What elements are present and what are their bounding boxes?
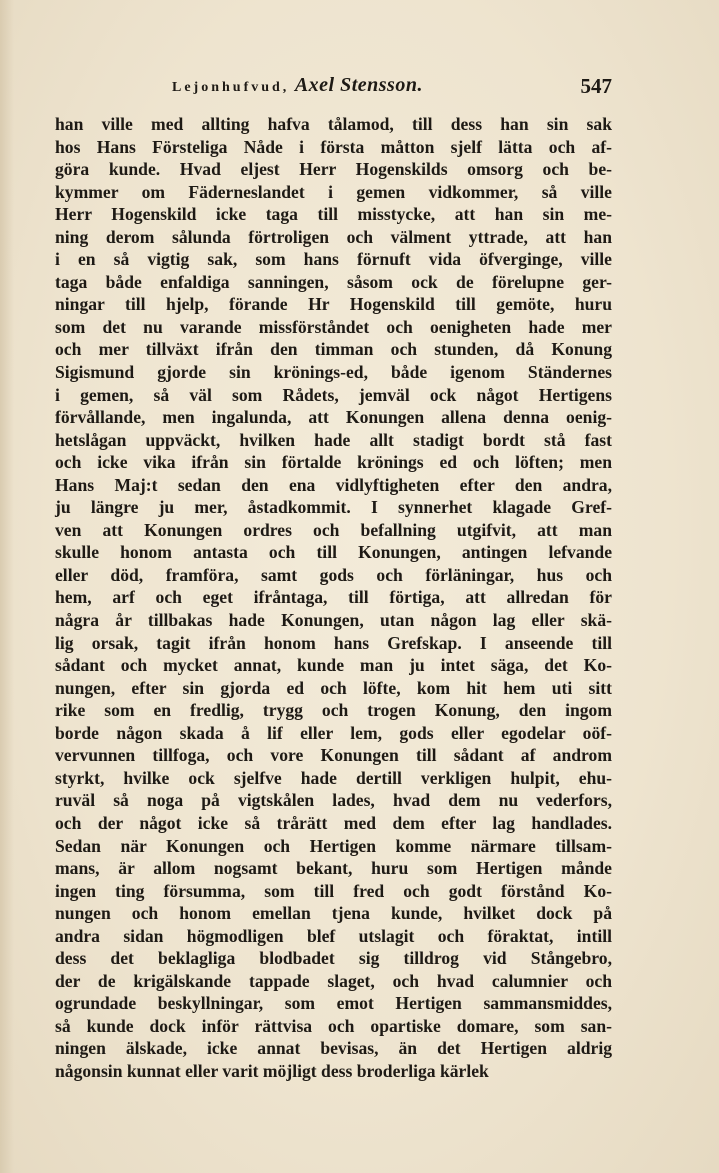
text-line: hem, arf och eget ifråntaga, till förtiga, att allredan för xyxy=(55,587,612,608)
text-line: han ville med allting hafva tålamod, till dess han sin sak xyxy=(55,114,612,134)
text-line: nungen, efter sin gjorda ed och löfte, kom hit hem uti sitt xyxy=(55,677,612,698)
text-line: så kunde dock inför rättvisa och opartiske domare, som san- xyxy=(55,1015,612,1036)
text-line: der de krigälskande tappade slaget, och hvad calumnier och xyxy=(55,970,612,991)
text-line: göra kunde. Hvad eljest Herr Hogenskilds omsorg och be- xyxy=(55,159,612,180)
text-line: förvållande, men ingalunda, att Konungen allena denna oenig- xyxy=(55,407,612,428)
running-header xyxy=(172,74,612,102)
text-line: som det nu varande missförståndet och oenigheten hade mer xyxy=(55,316,612,337)
text-line: i gemen, så väl som Rådets, jemväl ock något Hertigens xyxy=(55,384,612,405)
body-text xyxy=(55,113,612,1083)
text-line: eller död, framföra, samt gods och förläningar, hus och xyxy=(55,564,612,585)
page-number: 547 xyxy=(580,74,612,98)
text-line: Sedan när Konungen och Hertigen komme närmare tillsam- xyxy=(55,835,612,856)
text-line: Sigismund gjorde sin krönings-ed, både igenom Ständernes xyxy=(55,362,612,383)
text-line: skulle honom antasta och till Konungen, antingen lefvande xyxy=(55,542,612,563)
text-line: och der något icke så trårätt med dem efter lag handlades. xyxy=(55,812,612,833)
text-line: taga både enfaldiga sanningen, såsom ock de förelupne ger- xyxy=(55,271,612,292)
text-line: borde någon skada å lif eller lem, gods eller egodelar oöf- xyxy=(55,722,612,743)
text-line: lig orsak, tagit ifrån honom hans Grefskap. I anseende till xyxy=(55,632,612,653)
text-line: sådant och mycket annat, kunde man ju intet säga, det Ko- xyxy=(55,655,612,676)
text-line: dess det beklagliga blodbadet sig tilldrog vid Stångebro, xyxy=(55,948,612,969)
running-title xyxy=(172,74,423,97)
text-line: ruväl så noga på vigtskålen lades, hvad dem nu vederfors, xyxy=(55,790,612,811)
text-line: i en så vigtig sak, som hans förnuft vida öfverginge, ville xyxy=(55,249,612,270)
text-line: ningen älskade, icke annat bevisas, än det Hertigen aldrig xyxy=(55,1038,612,1059)
text-line: Hans Maj:t sedan den ena vidlyftigheten efter den andra, xyxy=(55,474,612,495)
text-line: hetslågan uppväckt, hvilken hade allt stadigt bordt stå fast xyxy=(55,429,612,450)
text-line: kymmer om Fäderneslandet i gemen vidkommer, så ville xyxy=(55,181,612,202)
running-title-subject: Axel Stensson. xyxy=(294,74,423,96)
text-line: och icke vika ifrån sin förtalde krönings ed och löften; men xyxy=(55,452,612,473)
text-line: och mer tillväxt ifrån den timman och stunden, då Konung xyxy=(55,339,612,360)
text-line: Herr Hogenskild icke taga till misstycke, att han sin me- xyxy=(55,204,612,225)
text-line: ven att Konungen ordres och befallning utgifvit, att man xyxy=(55,519,612,540)
text-line: nungen och honom emellan tjena kunde, hvilket dock på xyxy=(55,903,612,924)
text-line: mans, är allom nogsamt bekant, huru som Hertigen månde xyxy=(55,858,612,879)
binding-edge xyxy=(0,0,14,1173)
text-line: någonsin kunnat eller varit möjligt dess broderliga kärlek xyxy=(55,1060,489,1081)
text-line: ningar till hjelp, förande Hr Hogenskild till gemöte, huru xyxy=(55,294,612,315)
text-line: hos Hans Försteliga Nåde i första måtton sjelf lätta och af- xyxy=(55,136,612,157)
text-line: ning derom sålunda förtroligen och välment yttrade, att han xyxy=(55,226,612,247)
text-line: några år tillbakas hade Konungen, utan någon lag eller skä- xyxy=(55,610,612,631)
text-line: ju längre ju mer, åstadkommit. I synnerhet klagade Gref- xyxy=(55,497,612,518)
text-line: ogrundade beskyllningar, som emot Hertigen sammansmiddes, xyxy=(55,993,612,1014)
text-line: andra sidan högmodligen blef utslagit och föraktat, intill xyxy=(55,925,612,946)
running-title-author: Lejonhufvud, xyxy=(172,80,290,95)
text-line: ingen ting försumma, som till fred och godt förstånd Ko- xyxy=(55,880,612,901)
text-line: rike som en fredlig, trygg och trogen Konung, den ingom xyxy=(55,700,612,721)
text-line: vervunnen tillfoga, och vore Konungen till sådant af androm xyxy=(55,745,612,766)
text-line: styrkt, hvilke ock sjelfve hade dertill verkligen hulpit, ehu- xyxy=(55,767,612,788)
